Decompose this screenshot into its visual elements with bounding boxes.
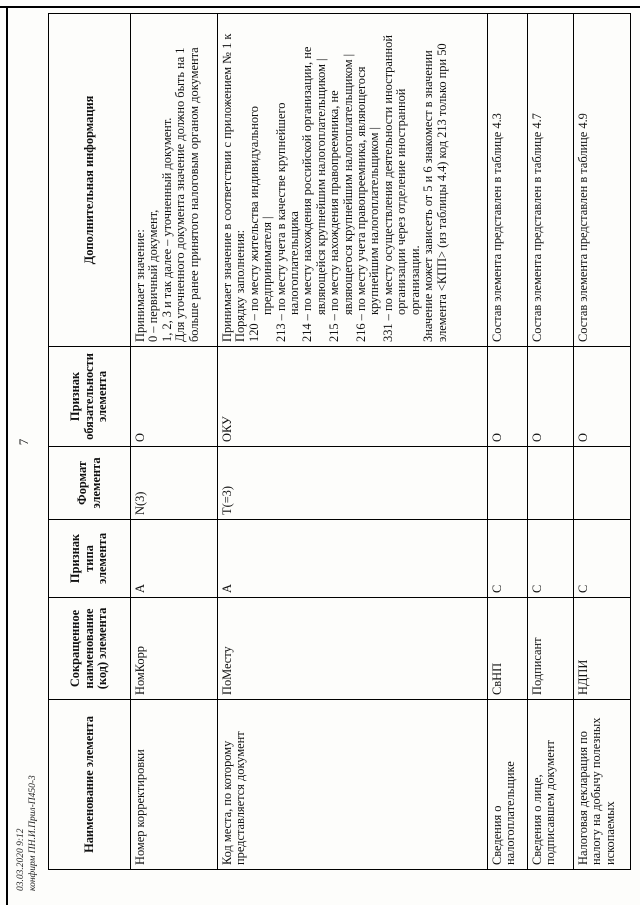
cell-element-name: Номер корректировки	[131, 700, 218, 870]
cell-code: НДПИ	[574, 598, 631, 700]
cell-info	[528, 14, 574, 347]
table-row	[574, 14, 631, 870]
elements-table	[48, 13, 631, 870]
cell-info	[218, 14, 488, 347]
column-header-type-flag: Признак типа элемента	[49, 520, 131, 598]
column-header-element-name: Наименование элемента	[49, 700, 131, 870]
cell-format	[528, 447, 574, 520]
info-line: Состав элемента представлен в таблице 4.3	[490, 113, 504, 342]
cell-format: N(3)	[131, 447, 218, 520]
cell-info	[574, 14, 631, 347]
cell-format: Т(=3)	[218, 447, 488, 520]
column-header-format: Формат элемента	[49, 447, 131, 520]
cell-element-name: Сведения о лице, подписавшем документ	[528, 700, 574, 870]
cell-required: О	[131, 347, 218, 447]
info-line: 215 – по месту нахождения правопреемника, не являющегося крупнейшим налогоплательщиком |	[327, 53, 355, 342]
cell-element-name: Код места, по которому представляется документ	[218, 700, 488, 870]
column-header-short-name: Сокращенное наименование (код) элемента	[49, 598, 131, 700]
cell-code: Подписант	[528, 598, 574, 700]
info-line: Состав элемента представлен в таблице 4.7	[530, 113, 544, 342]
info-line: Значение может зависеть от 5 и 6 знакомест в значении элемента <КПП> (из таблицы 4.4) код 213 только при 50	[421, 43, 449, 342]
cell-type: А	[131, 520, 218, 598]
table-row	[131, 14, 218, 870]
cell-required: О	[528, 347, 574, 447]
info-line: Принимает значение в соответствии с приложением № 1 к Порядку заполнения:	[220, 33, 248, 342]
column-header-required-flag: Признак обязательности элемента	[49, 347, 131, 447]
info-line: 216 – по месту учета правопреемника, являющегося крупнейшим налогоплательщиком |	[354, 66, 382, 342]
info-line: Для уточненного документа значение должно быть на 1 больше ранее принятого налоговым органом документа	[173, 47, 201, 342]
cell-required: О	[574, 347, 631, 447]
cell-element-name: Налоговая декларация по налогу на добычу полезных ископаемых	[574, 700, 631, 870]
info-line: Принимает значение:	[133, 229, 147, 342]
info-line: 213 – по месту учета в качестве крупнейшего налогоплательщика	[273, 102, 302, 342]
table-header-row	[49, 14, 131, 870]
info-line: 120 – по месту жительства индивидуального предпринимателя |	[246, 106, 275, 342]
info-line: 0 – первичный документ,	[146, 209, 161, 342]
cell-code: СвНП	[488, 598, 528, 700]
cell-type: С	[488, 520, 528, 598]
cell-required: ОКУ	[218, 347, 488, 447]
cell-element-name: Сведения о налогоплательщике	[488, 700, 528, 870]
cell-type: А	[218, 520, 488, 598]
print-stamp	[16, 775, 39, 891]
info-line: Состав элемента представлен в таблице 4.9	[576, 113, 590, 342]
cell-type: С	[528, 520, 574, 598]
table-row	[528, 14, 574, 870]
info-line: 1, 2, 3 и так далее – уточненный документ.	[159, 117, 174, 342]
table-row	[488, 14, 528, 870]
cell-info	[488, 14, 528, 347]
cell-type: С	[574, 520, 631, 598]
column-header-additional-info: Дополнительная информация	[49, 14, 131, 347]
cell-format	[574, 447, 631, 520]
page-number: 7	[16, 438, 31, 446]
print-stamp-datetime: 03.03.2020 9:12	[16, 828, 26, 891]
info-line: 214 – по месту нахождения российской организации, не являющейся крупнейшим налогоплательщиком |	[300, 46, 328, 342]
cell-code: НомКорр	[131, 598, 218, 700]
print-stamp-filename: конфирм ПН.И.Прил-П450-3	[27, 775, 38, 891]
cell-format	[488, 447, 528, 520]
table-row	[218, 14, 488, 870]
cell-info	[131, 14, 218, 347]
cell-required: О	[488, 347, 528, 447]
info-line: 331 – по месту осуществления деятельности иностранной организации через отделение иностранной организации.	[380, 35, 422, 342]
cell-code: ПоМесту	[218, 598, 488, 700]
